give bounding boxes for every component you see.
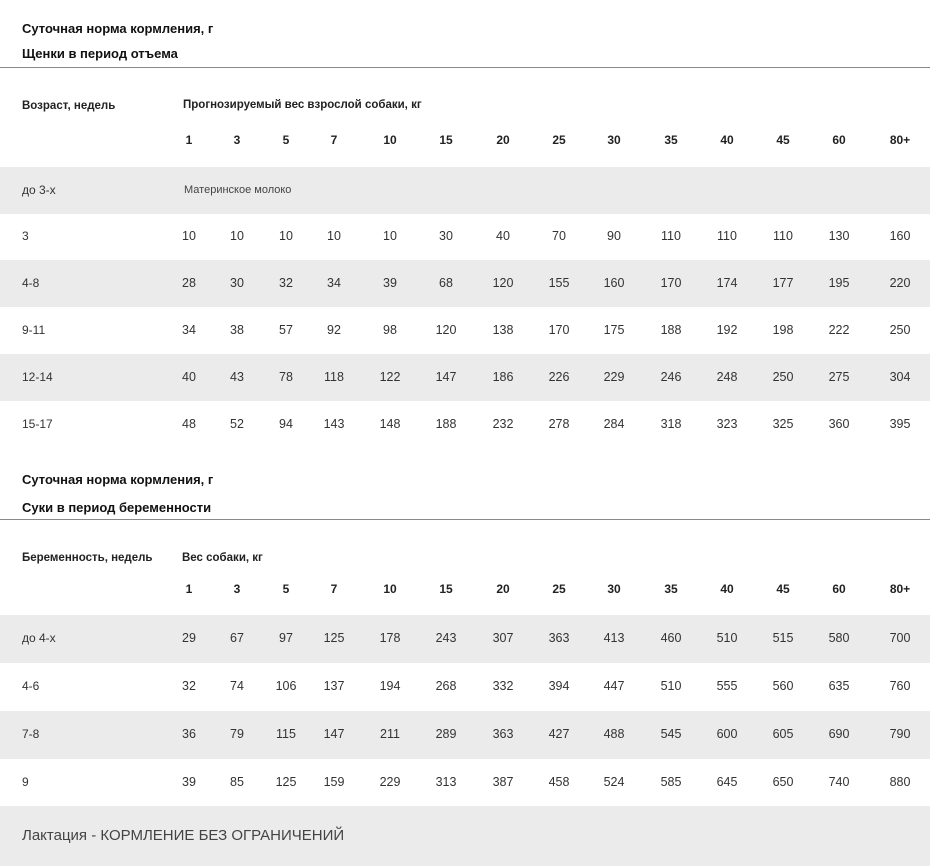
- table-cell: 555: [716, 679, 738, 693]
- row-label: 4-6: [22, 679, 40, 693]
- column-header: 80+: [889, 582, 911, 596]
- table-cell: 159: [323, 775, 345, 789]
- table-cell: 143: [323, 417, 345, 431]
- column-header: 3: [233, 133, 241, 147]
- table-cell: 192: [716, 323, 738, 337]
- table-cell: 740: [828, 775, 850, 789]
- table-row: [0, 759, 930, 807]
- column-header: 20: [496, 582, 510, 596]
- table-cell: 39: [182, 775, 196, 789]
- table-cell: 229: [379, 775, 401, 789]
- column-header: 30: [607, 133, 621, 147]
- table-cell: 34: [327, 276, 341, 290]
- table-cell: 394: [548, 679, 570, 693]
- table-row: [0, 354, 930, 401]
- table-row: [0, 615, 930, 663]
- table-cell: 79: [230, 727, 244, 741]
- table-cell: 43: [230, 370, 244, 384]
- column-header: 1: [185, 582, 193, 596]
- table-cell: 645: [716, 775, 738, 789]
- table-cell: 395: [889, 417, 911, 431]
- table-cell: 40: [496, 229, 510, 243]
- table-cell: 363: [548, 631, 570, 645]
- row-label: 9: [22, 775, 29, 789]
- table-cell: 39: [383, 276, 397, 290]
- column-header: 3: [233, 582, 241, 596]
- table-cell: 36: [182, 727, 196, 741]
- table-cell: 460: [660, 631, 682, 645]
- table-cell: 148: [379, 417, 401, 431]
- table-cell: 120: [492, 276, 514, 290]
- table-cell: 40: [182, 370, 196, 384]
- table2-column-headers: [0, 582, 930, 602]
- table-cell: 560: [772, 679, 794, 693]
- table-cell: 178: [379, 631, 401, 645]
- table-cell: 510: [716, 631, 738, 645]
- table-cell: 195: [828, 276, 850, 290]
- table-cell: 115: [276, 727, 296, 741]
- table-row: [0, 711, 930, 759]
- table-cell: 790: [889, 727, 911, 741]
- column-header: 10: [383, 582, 397, 596]
- column-header: 30: [607, 582, 621, 596]
- table-cell: 170: [548, 323, 570, 337]
- table-cell: 360: [828, 417, 850, 431]
- table-cell: 289: [435, 727, 457, 741]
- table-cell: 10: [279, 229, 293, 243]
- table-row: [0, 307, 930, 354]
- table-cell: 760: [889, 679, 911, 693]
- table-cell: 125: [323, 631, 345, 645]
- table-cell: 188: [660, 323, 682, 337]
- table-cell: 284: [603, 417, 625, 431]
- table-cell: 188: [435, 417, 457, 431]
- table-cell: 220: [889, 276, 911, 290]
- column-header: 7: [330, 582, 338, 596]
- table-cell: 332: [492, 679, 514, 693]
- table-cell: 250: [772, 370, 794, 384]
- table2-row-header: Беременность, недель: [22, 552, 153, 564]
- table-cell: 34: [182, 323, 196, 337]
- table-cell: 78: [279, 370, 293, 384]
- row-label: 15-17: [22, 417, 53, 431]
- table-row: [0, 213, 930, 260]
- table-cell: 268: [435, 679, 457, 693]
- row-label: 7-8: [22, 727, 40, 741]
- column-header: 40: [720, 133, 734, 147]
- table-cell: 690: [828, 727, 850, 741]
- table-cell: 307: [492, 631, 514, 645]
- table2-col-group-header: Вес собаки, кг: [182, 552, 263, 564]
- table-cell: 427: [548, 727, 570, 741]
- table-cell: 85: [230, 775, 244, 789]
- table-cell: 222: [828, 323, 850, 337]
- table-cell: 318: [660, 417, 682, 431]
- table1-subtitle: Щенки в период отъема: [22, 46, 178, 61]
- table-cell: 458: [548, 775, 570, 789]
- column-header: 45: [776, 133, 790, 147]
- table-cell: 10: [383, 229, 397, 243]
- table-cell: 29: [182, 631, 196, 645]
- table-cell: 275: [828, 370, 850, 384]
- table-cell: 585: [660, 775, 682, 789]
- column-header: 25: [552, 133, 566, 147]
- column-header: 5: [282, 582, 290, 596]
- column-header: 80+: [889, 133, 911, 147]
- table-cell: 194: [379, 679, 401, 693]
- table-cell: 650: [772, 775, 794, 789]
- table-cell: 387: [492, 775, 514, 789]
- column-header: 35: [664, 133, 678, 147]
- table-cell: 325: [772, 417, 794, 431]
- table-cell: 32: [182, 679, 196, 693]
- table-cell: 174: [716, 276, 738, 290]
- table-cell: 880: [889, 775, 911, 789]
- table-cell: 545: [660, 727, 682, 741]
- table-cell: 137: [323, 679, 345, 693]
- table-row: [0, 167, 930, 214]
- table-cell: 92: [327, 323, 341, 337]
- table-row: [0, 260, 930, 307]
- table-cell: 510: [660, 679, 682, 693]
- column-header: 60: [832, 582, 846, 596]
- table-cell: 186: [492, 370, 514, 384]
- column-header: 25: [552, 582, 566, 596]
- table2-top-rule: [0, 519, 930, 520]
- lactation-note-text: Лактация - КОРМЛЕНИЕ БЕЗ ОГРАНИЧЕНИЙ: [22, 827, 345, 844]
- table-cell: 10: [230, 229, 244, 243]
- table1-title: Суточная норма кормления, г: [22, 21, 214, 36]
- row-note: Материнское молоко: [184, 184, 292, 196]
- table-cell: 447: [603, 679, 625, 693]
- table-cell: 110: [773, 229, 793, 243]
- column-header: 15: [439, 582, 453, 596]
- lactation-note: [0, 806, 930, 866]
- row-label: 4-8: [22, 276, 40, 290]
- table-cell: 248: [716, 370, 738, 384]
- table-cell: 304: [889, 370, 911, 384]
- table-cell: 38: [230, 323, 244, 337]
- table-cell: 138: [492, 323, 514, 337]
- table-cell: 10: [182, 229, 196, 243]
- table-row: [0, 663, 930, 711]
- table-cell: 229: [603, 370, 625, 384]
- table-cell: 600: [716, 727, 738, 741]
- table-cell: 243: [435, 631, 457, 645]
- table-cell: 110: [661, 229, 681, 243]
- column-header: 45: [776, 582, 790, 596]
- table-cell: 147: [323, 727, 345, 741]
- column-header: 5: [282, 133, 290, 147]
- table-cell: 363: [492, 727, 514, 741]
- table-cell: 94: [279, 417, 293, 431]
- table-cell: 313: [435, 775, 457, 789]
- table-cell: 57: [279, 323, 293, 337]
- table1-column-headers: [0, 133, 930, 153]
- table-cell: 90: [607, 229, 621, 243]
- row-label: до 4-х: [22, 631, 56, 645]
- table-cell: 120: [435, 323, 457, 337]
- table-cell: 30: [230, 276, 244, 290]
- column-header: 20: [496, 133, 510, 147]
- column-header: 60: [832, 133, 846, 147]
- table-cell: 110: [717, 229, 737, 243]
- table1-col-group-header: Прогнозируемый вес взрослой собаки, кг: [183, 99, 422, 111]
- table-cell: 175: [603, 323, 625, 337]
- table-cell: 155: [548, 276, 570, 290]
- table-cell: 211: [380, 727, 400, 741]
- table-cell: 118: [324, 370, 344, 384]
- table-cell: 278: [548, 417, 570, 431]
- column-header: 7: [330, 133, 338, 147]
- table-cell: 70: [552, 229, 566, 243]
- table-cell: 74: [230, 679, 244, 693]
- table1-top-rule: [0, 67, 930, 68]
- table1-row-header: Возраст, недель: [22, 100, 116, 112]
- row-label: 12-14: [22, 370, 53, 384]
- row-label: 3: [22, 229, 29, 243]
- row-label: 9-11: [22, 323, 46, 337]
- table-cell: 28: [182, 276, 196, 290]
- table-row: [0, 401, 930, 448]
- table-cell: 605: [772, 727, 794, 741]
- table-cell: 48: [182, 417, 196, 431]
- table-cell: 97: [279, 631, 293, 645]
- table-cell: 106: [275, 679, 297, 693]
- row-label: до 3-х: [22, 183, 56, 197]
- table-cell: 488: [603, 727, 625, 741]
- table-cell: 30: [439, 229, 453, 243]
- column-header: 15: [439, 133, 453, 147]
- table-cell: 98: [383, 323, 397, 337]
- column-header: 1: [185, 133, 193, 147]
- column-header: 35: [664, 582, 678, 596]
- table-cell: 198: [772, 323, 794, 337]
- table-cell: 700: [889, 631, 911, 645]
- table-cell: 580: [828, 631, 850, 645]
- table-cell: 177: [772, 276, 794, 290]
- table-cell: 635: [828, 679, 850, 693]
- table-cell: 125: [275, 775, 297, 789]
- table-cell: 130: [828, 229, 850, 243]
- table-cell: 147: [435, 370, 457, 384]
- table-cell: 250: [889, 323, 911, 337]
- table-cell: 413: [603, 631, 625, 645]
- table-cell: 232: [492, 417, 514, 431]
- table-cell: 32: [279, 276, 293, 290]
- table-cell: 160: [889, 229, 911, 243]
- table2-subtitle: Суки в период беременности: [22, 500, 212, 515]
- table-cell: 160: [603, 276, 625, 290]
- table-cell: 170: [660, 276, 682, 290]
- column-header: 10: [383, 133, 397, 147]
- column-header: 40: [720, 582, 734, 596]
- table-cell: 226: [548, 370, 570, 384]
- table-cell: 524: [603, 775, 625, 789]
- table-cell: 10: [327, 229, 341, 243]
- table-cell: 68: [439, 276, 453, 290]
- table-cell: 122: [379, 370, 401, 384]
- table-cell: 67: [230, 631, 244, 645]
- table-cell: 323: [716, 417, 738, 431]
- table2-title: Суточная норма кормления, г: [22, 472, 214, 487]
- table-cell: 246: [660, 370, 682, 384]
- table-cell: 515: [772, 631, 794, 645]
- table-cell: 52: [230, 417, 244, 431]
